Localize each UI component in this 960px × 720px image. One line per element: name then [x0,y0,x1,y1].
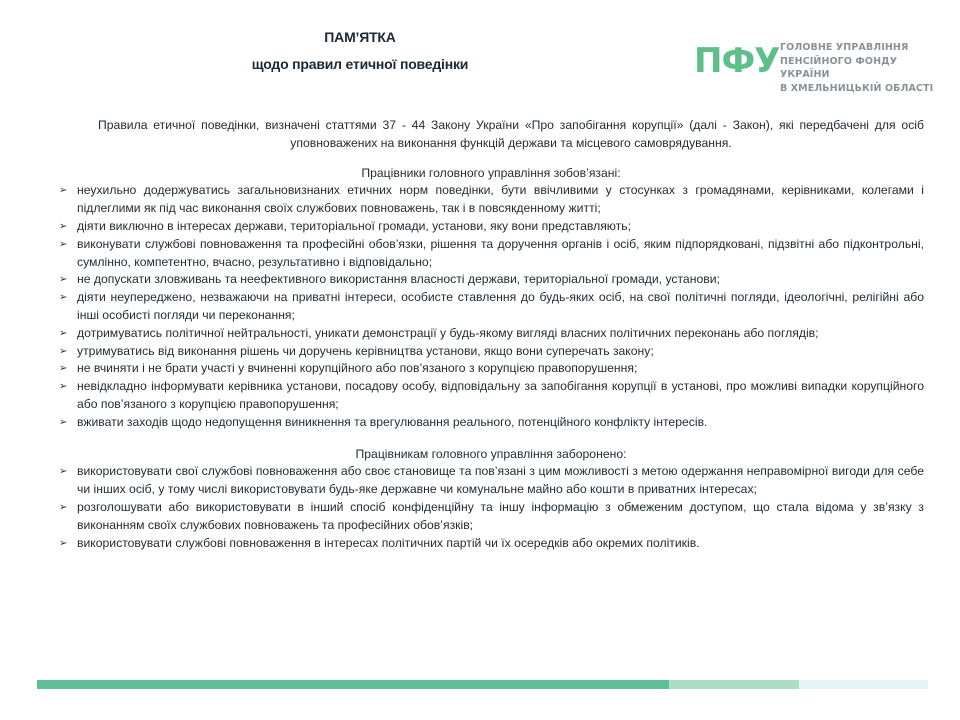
bullet-arrow-icon: ➢ [59,220,68,232]
list-item-text: не вчиняти і не брати участі у вчиненні корупційного або пов’язаного з корупцією правопорушення; [77,361,638,376]
logo-line-1: ГОЛОВНЕ УПРАВЛІННЯ [780,42,909,53]
prohibitions-heading: Працівникам головного управління заборонено: [355,446,627,461]
bullet-arrow-icon: ➢ [59,416,68,428]
intro-paragraph: Правила етичної поведінки, визначені статтями 37 - 44 Закону України «Про запобігання корупції» (далі - Закон), які передбачені для осіб уповноважених на виконання функцій держави та місцевого самоврядування. [98,118,924,150]
list-item [58,325,924,343]
footer-stripe-segment [799,680,928,689]
list-item-text: неухильно додержуватись загальновизнаних етичних норм поведінки, бути ввічливими у стосунках з громадянами, керівниками, колегами і підлеглими як під час виконання своїх службових повноважень, так і в повсякденному житті; [77,183,924,216]
list-item [58,463,924,499]
page-title: ПАМ’ЯТКА [324,29,396,45]
page-subtitle: щодо правил етичної поведінки [251,56,469,72]
list-item-text: використовувати службові повноваження в інтересах політичних партій чи їх осередків або окремих політиків. [77,535,700,550]
bullet-arrow-icon: ➢ [59,238,68,250]
bullet-arrow-icon: ➢ [59,501,68,513]
bullet-arrow-icon: ➢ [59,537,68,549]
bullet-arrow-icon: ➢ [59,292,68,304]
list-item [58,271,924,289]
list-item-text: не допускати зловживань та неефективного використання власності держави, територіальної громади, установи; [77,272,720,287]
bullet-arrow-icon: ➢ [59,381,68,393]
prohibitions-list [58,463,924,552]
logo-mark: ПФУ [694,41,780,81]
memo-content [58,117,924,552]
list-item-text: виконувати службові повноваження та професійні обов’язки, рішення та доручення органів і осіб, яким підпорядковані, підзвітні або підконтрольні, сумлінно, компетентно, вчасно, результативно і відповідально; [77,236,924,269]
list-item-text: діяти виключно в інтересах держави, територіальної громади, установи, яку вони представляють; [77,218,631,233]
pfu-logo [694,40,934,94]
logo-text [780,41,934,95]
list-item-text: розголошувати або використовувати в інший спосіб конфіденційну та іншу інформацію з обмеженим доступом, що стала відома у зв’язку з виконанням своїх службових повноважень та професійних обов’язків; [77,499,924,532]
list-item [58,182,924,218]
obligations-heading: Працівники головного управління зобов’язані: [361,165,621,180]
list-item [58,360,924,378]
bullet-arrow-icon: ➢ [59,274,68,286]
list-item [58,535,924,553]
list-item-text: невідкладно інформувати керівника установи, посадову особу, відповідальну за запобігання корупції в установі, про можливі випадки корупційного або пов’язаного з корупцією правопорушення; [77,379,924,411]
list-item [58,499,924,535]
logo-line-2: ПЕНСІЙНОГО ФОНДУ УКРАЇНИ [780,55,898,80]
logo-line-3: В ХМЕЛЬНИЦЬКІЙ ОБЛАСТІ [780,82,934,94]
bullet-arrow-icon: ➢ [59,363,68,375]
bullet-arrow-icon: ➢ [59,345,68,357]
list-item [58,236,924,272]
footer-stripe [37,680,928,689]
list-item [58,343,924,361]
list-item [58,218,924,236]
list-item [58,414,924,432]
obligations-list [58,182,924,431]
list-item-text: використовувати свої службові повноваження або своє становище та пов’язані з цим можливості з метою одержання неправомірної вигоди для себе чи інших осіб, у тому числі використовувати будь-яке державне чи комунальне майно або кошти в приватних інтересах; [77,464,924,497]
bullet-arrow-icon: ➢ [59,327,68,339]
bullet-arrow-icon: ➢ [59,466,68,478]
list-item-text: утримуватись від виконання рішень чи доручень керівництва установи, якщо вони суперечать закону; [77,343,654,358]
list-item-text: діяти неупереджено, незважаючи на приватні інтереси, особисте ставлення до будь-яких осіб, на свої політичні погляди, ідеологічні, релігійні або інші особисті погляди чи переконання; [77,290,924,322]
list-item-text: вживати заходів щодо недопущення виникнення та врегулювання реального, потенційного конфлікту інтересів. [77,414,708,429]
list-item-text: дотримуватись політичної нейтральності, уникати демонстрації у будь-якому вигляді власних політичних переконань або поглядів; [77,325,819,340]
footer-stripe-segment [37,680,669,689]
footer-stripe-segment [669,680,799,689]
list-item [58,378,924,414]
list-item [58,289,924,325]
bullet-arrow-icon: ➢ [59,185,68,197]
